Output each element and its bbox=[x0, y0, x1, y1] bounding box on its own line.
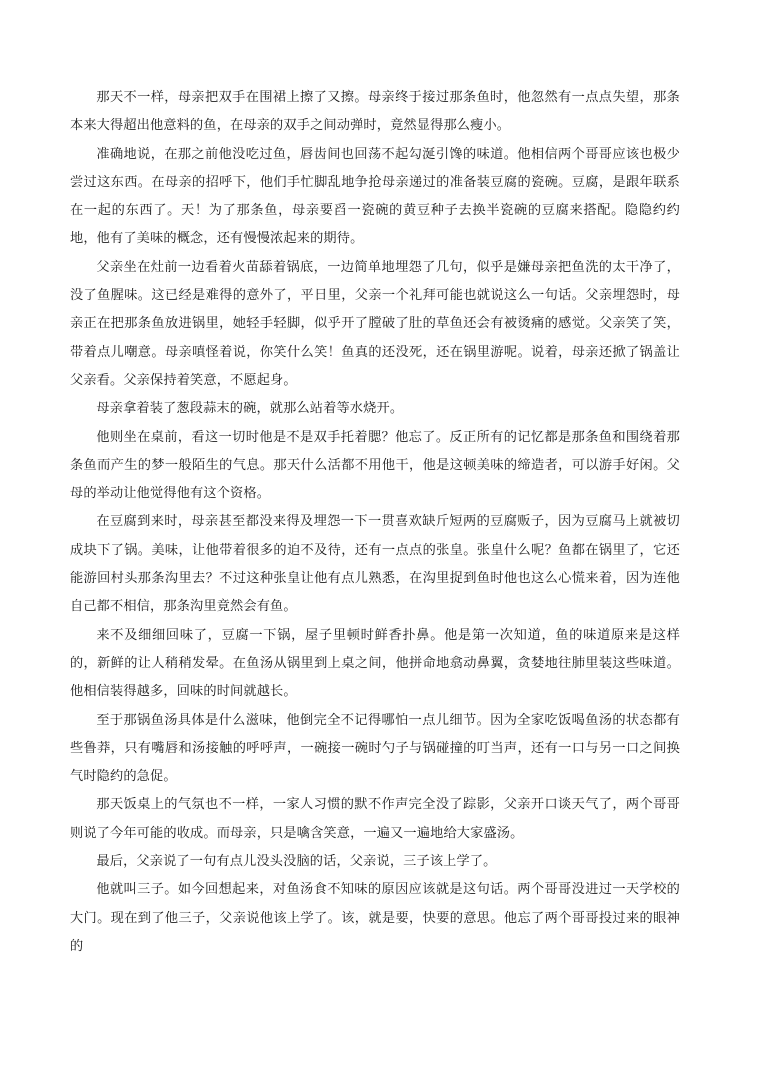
paragraph-2: 准确地说，在那之前他没吃过鱼，唇齿间也回荡不起勾涎引馋的味道。他相信两个哥哥应该也极少尝过这东西。在母亲的招呼下，他们手忙脚乱地争抢母亲递过的准备装豆腐的瓷碗。豆腐，是跟年联系在一起的东西了。天！为了那条鱼，母亲要舀一瓷碗的黄豆种子去换半瓷碗的豆腐来搭配。隐隐约约地，他有了美味的概念，还有慢慢浓起来的期待。 bbox=[70, 146, 680, 247]
paragraph-4: 母亲拿着装了葱段蒜末的碗，就那么站着等水烧开。 bbox=[96, 401, 404, 417]
paragraph-9: 那天饭桌上的气氛也不一样，一家人习惯的默不作声完全没了踪影，父亲开口谈天气了，两个哥哥则说了今年可能的收成。而母亲，只是噙含笑意，一遍又一遍地给大家盛汤。 bbox=[70, 797, 680, 841]
paragraph-6: 在豆腐到来时，母亲甚至都没来得及埋怨一下一贯喜欢缺斤短两的豆腐贩子，因为豆腐马上就被切成块下了锅。美味，让他带着很多的迫不及待，还有一点点的张皇。张皇什么呢？鱼都在锅里了，它还能游回村头那条沟里去？不过这种张皇让他有点儿熟悉，在沟里捉到鱼时他也这么心慌来着，因为连他自己都不相信，那条沟里竟然会有鱼。 bbox=[70, 514, 680, 615]
paragraph-11: 他就叫三子。如今回想起来，对鱼汤食不知味的原因应该就是这句话。两个哥哥没进过一天学校的大门。现在到了他三子，父亲说他该上学了。该，就是要，快要的意思。他忘了两个哥哥投过来的眼神的 bbox=[70, 882, 680, 954]
paragraph-7: 来不及细细回味了，豆腐一下锅，屋子里顿时鲜香扑鼻。他是第一次知道，鱼的味道原来是这样的，新鲜的让人稍稍发晕。在鱼汤从锅里到上桌之间，他拼命地翕动鼻翼，贪婪地往肺里装这些味道。他相信装得越多，回味的时间就越长。 bbox=[70, 627, 680, 700]
paragraph-10: 最后，父亲说了一句有点儿没头没脑的话，父亲说，三子该上学了。 bbox=[96, 854, 497, 870]
paragraph-8: 至于那锅鱼汤具体是什么滋味，他倒完全不记得哪怕一点儿细节。因为全家吃饭喝鱼汤的状态都有些鲁莽，只有嘴唇和汤接触的呼呼声，一碗接一碗时勺子与锅碰撞的叮当声，还有一口与另一口之间换气时隐约的急促。 bbox=[70, 712, 680, 785]
paragraph-1: 那天不一样，母亲把双手在围裙上擦了又擦。母亲终于接过那条鱼时，他忽然有一点点失望，那条本来大得超出他意料的鱼，在母亲的双手之间动弹时，竟然显得那么瘦小。 bbox=[70, 90, 680, 134]
paragraph-3: 父亲坐在灶前一边看着火苗舔着锅底，一边简单地埋怨了几句，似乎是嫌母亲把鱼洗的太干净了，没了鱼腥味。这已经是难得的意外了，平日里，父亲一个礼拜可能也就说这么一句话。父亲埋怨时，母亲正在把那条鱼放进锅里，她轻手轻脚，似乎开了膛破了肚的草鱼还会有被烫痛的感觉。父亲笑了笑，带着点儿嘲意。母亲嗔怪着说，你笑什么笑！鱼真的还没死，还在锅里游呢。说着，母亲还掀了锅盖让父亲看。父亲保持着笑意，不愿起身。 bbox=[70, 259, 680, 388]
paragraph-5: 他则坐在桌前，看这一切时他是不是双手托着腮？他忘了。反正所有的记忆都是那条鱼和围绕着那条鱼而产生的梦一般陌生的气息。那天什么活都不用他干，他是这顿美味的缔造者，可以游手好闲。父母的举动让他觉得他有这个资格。 bbox=[70, 429, 680, 502]
body-text bbox=[70, 84, 680, 961]
